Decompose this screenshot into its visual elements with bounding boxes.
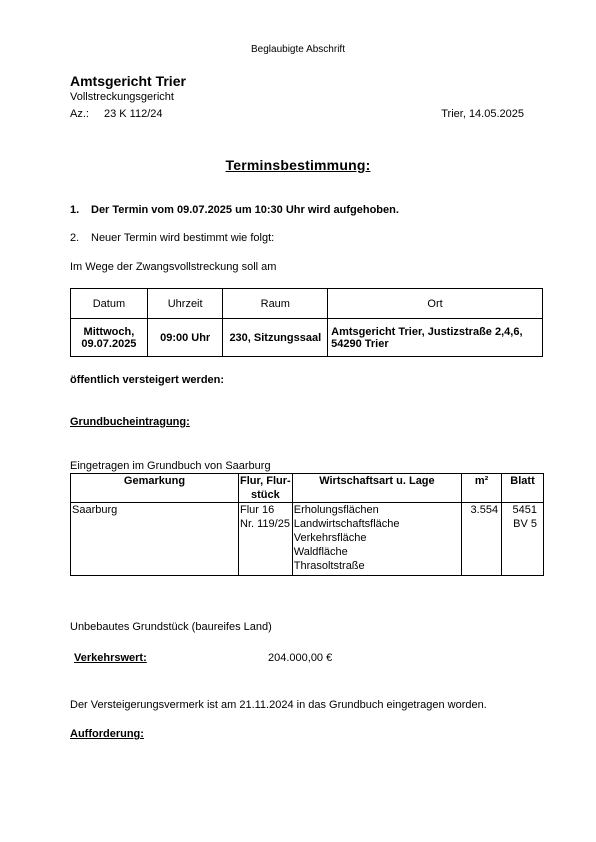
item-number: 1. [70, 204, 80, 216]
auction-text: öffentlich versteigert werden: [70, 374, 225, 386]
header-m2: m² [462, 474, 502, 503]
file-number-label: Az.: [70, 108, 89, 120]
court-department: Vollstreckungsgericht [70, 91, 174, 103]
wirtschaftsart-line: Thrasoltstraße [293, 560, 365, 572]
verkehrswert-value: 204.000,00 € [268, 652, 333, 664]
cell-blatt [502, 503, 544, 576]
date-weekday: Mittwoch, [83, 325, 135, 338]
cell-ort [328, 319, 543, 357]
grundbuch-heading: Grundbucheintragung: [70, 416, 190, 428]
flur-line-1: Flur 16 [240, 504, 275, 516]
header-datum: Datum [71, 289, 148, 319]
blatt-line-2: BV 5 [513, 518, 537, 530]
blatt-line-1: 5451 [512, 504, 537, 516]
header-wirtschaftsart: Wirtschaftsart u. Lage [292, 474, 461, 503]
header-blatt: Blatt [502, 474, 544, 503]
cell-m2: 3.554 [462, 503, 502, 576]
wirtschaftsart-line: Landwirtschaftsfläche [293, 518, 400, 530]
termin-table [70, 288, 543, 357]
item-text: Neuer Termin wird bestimmt wie folgt: [91, 232, 275, 244]
place-date: Trier, 14.05.2025 [441, 108, 524, 120]
wirtschaftsart-line: Erholungsflächen [293, 504, 379, 516]
cell-datum [71, 319, 148, 357]
grundbuch-table [70, 473, 544, 576]
date-value: 09.07.2025 [81, 337, 137, 350]
document-title: Terminsbestimmung: [225, 157, 371, 173]
court-name: Amtsgericht Trier [70, 73, 186, 89]
wirtschaftsart-line: Verkehrsfläche [293, 532, 367, 544]
intro-text: Im Wege der Zwangsvollstreckung soll am [70, 261, 277, 273]
cell-flur [239, 503, 293, 576]
wirtschaftsart-line: Waldfläche [293, 546, 348, 558]
grundbuch-intro: Eingetragen im Grundbuch von Saarburg [70, 460, 271, 472]
item-text: Der Termin vom 09.07.2025 um 10:30 Uhr wird aufgehoben. [91, 204, 399, 216]
aufforderung-heading: Aufforderung: [70, 728, 144, 740]
header-uhrzeit: Uhrzeit [147, 289, 223, 319]
header-note: Beglaubigte Abschrift [251, 44, 345, 55]
cell-gemarkung: Saarburg [71, 503, 239, 576]
place-line-2: 54290 Trier [331, 337, 389, 350]
header-flur-line-1: Flur, Flur- [240, 475, 291, 487]
place-line-1: Amtsgericht Trier, Justizstraße 2,4,6, [331, 325, 523, 338]
header-gemarkung: Gemarkung [71, 474, 239, 503]
flur-line-2: Nr. 119/25 [240, 518, 290, 530]
header-ort: Ort [328, 289, 543, 319]
table-header-row [71, 289, 543, 319]
table-row [71, 319, 543, 357]
land-type: Unbebautes Grundstück (baureifes Land) [70, 621, 272, 633]
verkehrswert-label: Verkehrswert: [74, 652, 147, 664]
cell-wirtschaftsart [292, 503, 461, 576]
header-flur [239, 474, 293, 503]
table-row [71, 503, 544, 576]
cell-raum: 230, Sitzungssaal [223, 319, 328, 357]
header-flur-line-2: stück [250, 489, 280, 501]
table-header-row [71, 474, 544, 503]
header-raum: Raum [223, 289, 328, 319]
vermerk-text: Der Versteigerungsvermerk ist am 21.11.2024 in das Grundbuch eingetragen worden. [70, 699, 487, 711]
item-number: 2. [70, 232, 80, 244]
cell-uhrzeit: 09:00 Uhr [147, 319, 223, 357]
file-number-value: 23 K 112/24 [104, 108, 163, 120]
